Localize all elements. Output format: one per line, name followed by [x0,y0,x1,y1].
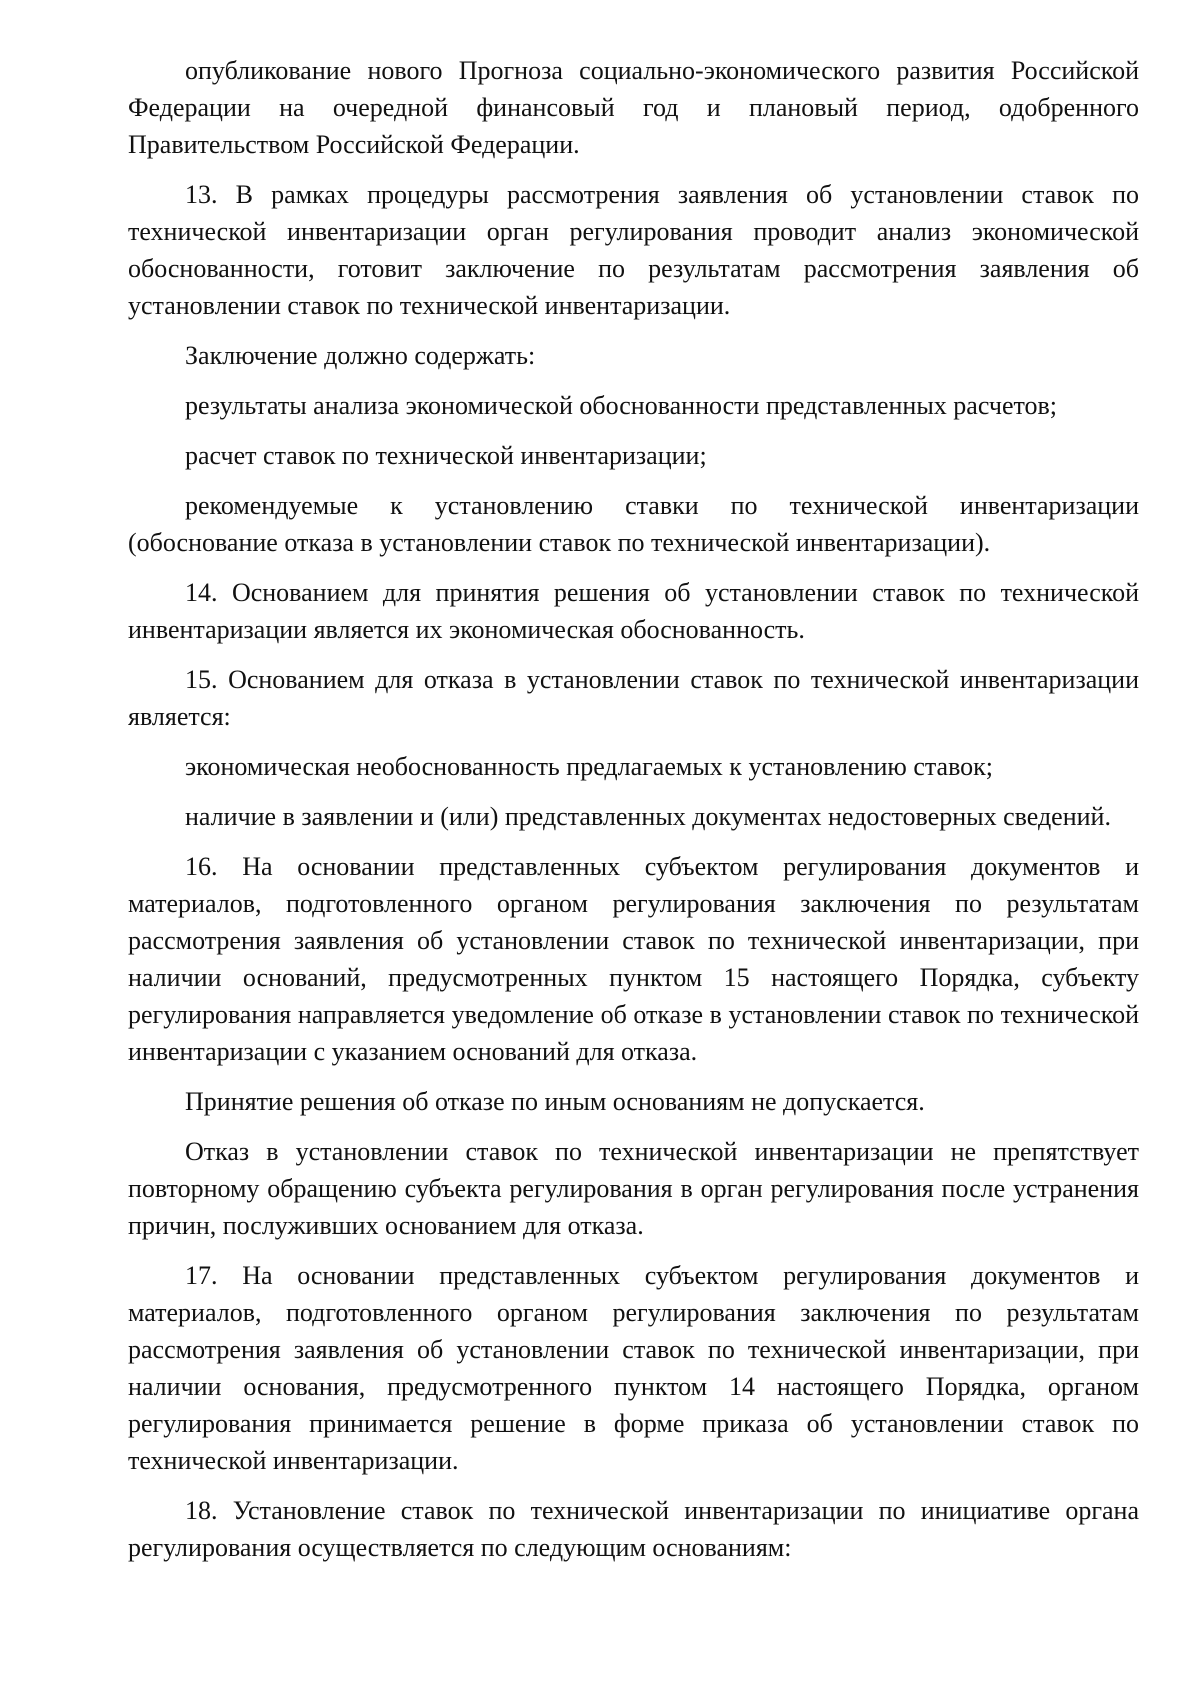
paragraph-recommended-rates: рекомендуемые к установлению ставки по технической инвентаризации (обоснование отказа в установлении ставок по технической инвентаризации). [128,491,1139,557]
paragraph-17: 17. На основании представленных субъектом регулирования документов и материалов, подготовленного органом регулирования заключения по результатам рассмотрения заявления об установлении ставок по технической инвентаризации, при наличии основания, предусмотренного пунктом 14 настоящего Порядка, органом регулирования принимается решение в форме приказа об установлении ставок по технической инвентаризации. [128,1261,1139,1475]
paragraph-reapplication: Отказ в установлении ставок по технической инвентаризации не препятствует повторному обращению субъекта регулирования в орган регулирования после устранения причин, послуживших основанием для отказа. [128,1137,1139,1240]
paragraph-no-other-grounds: Принятие решения об отказе по иным основаниям не допускается. [185,1087,925,1116]
paragraph-economic-unsoundness: экономическая необоснованность предлагаемых к установлению ставок; [185,752,994,781]
paragraph-false-information: наличие в заявлении и (или) представленных документах недостоверных сведений. [185,802,1111,831]
paragraph-conclusion-contents: Заключение должно содержать: [185,341,536,370]
paragraph-analysis-results: результаты анализа экономической обоснованности представленных расчетов; [185,391,1058,420]
paragraph-16: 16. На основании представленных субъектом регулирования документов и материалов, подготовленного органом регулирования заключения по результатам рассмотрения заявления об установлении ставок по технической инвентаризации, при наличии оснований, предусмотренных пунктом 15 настоящего Порядка, субъекту регулирования направляется уведомление об отказе в установлении ставок по технической инвентаризации с указанием оснований для отказа. [128,852,1139,1066]
paragraph-18: 18. Установление ставок по технической инвентаризации по инициативе органа регулирования осуществляется по следующим основаниям: [128,1496,1139,1562]
paragraph-15: 15. Основанием для отказа в установлении ставок по технической инвентаризации является: [128,665,1139,731]
paragraph-forecast-publication: опубликование нового Прогноза социально-экономического развития Российской Федерации на очередной финансовый год и плановый период, одобренного Правительством Российской Федерации. [128,56,1139,159]
document-body [128,52,1139,1566]
paragraph-14: 14. Основанием для принятия решения об установлении ставок по технической инвентаризации является их экономическая обоснованность. [128,578,1139,644]
paragraph-rate-calculation: расчет ставок по технической инвентаризации; [185,441,707,470]
paragraph-13: 13. В рамках процедуры рассмотрения заявления об установлении ставок по технической инвентаризации орган регулирования проводит анализ экономической обоснованности, готовит заключение по результатам рассмотрения заявления об установлении ставок по технической инвентаризации. [128,180,1139,320]
